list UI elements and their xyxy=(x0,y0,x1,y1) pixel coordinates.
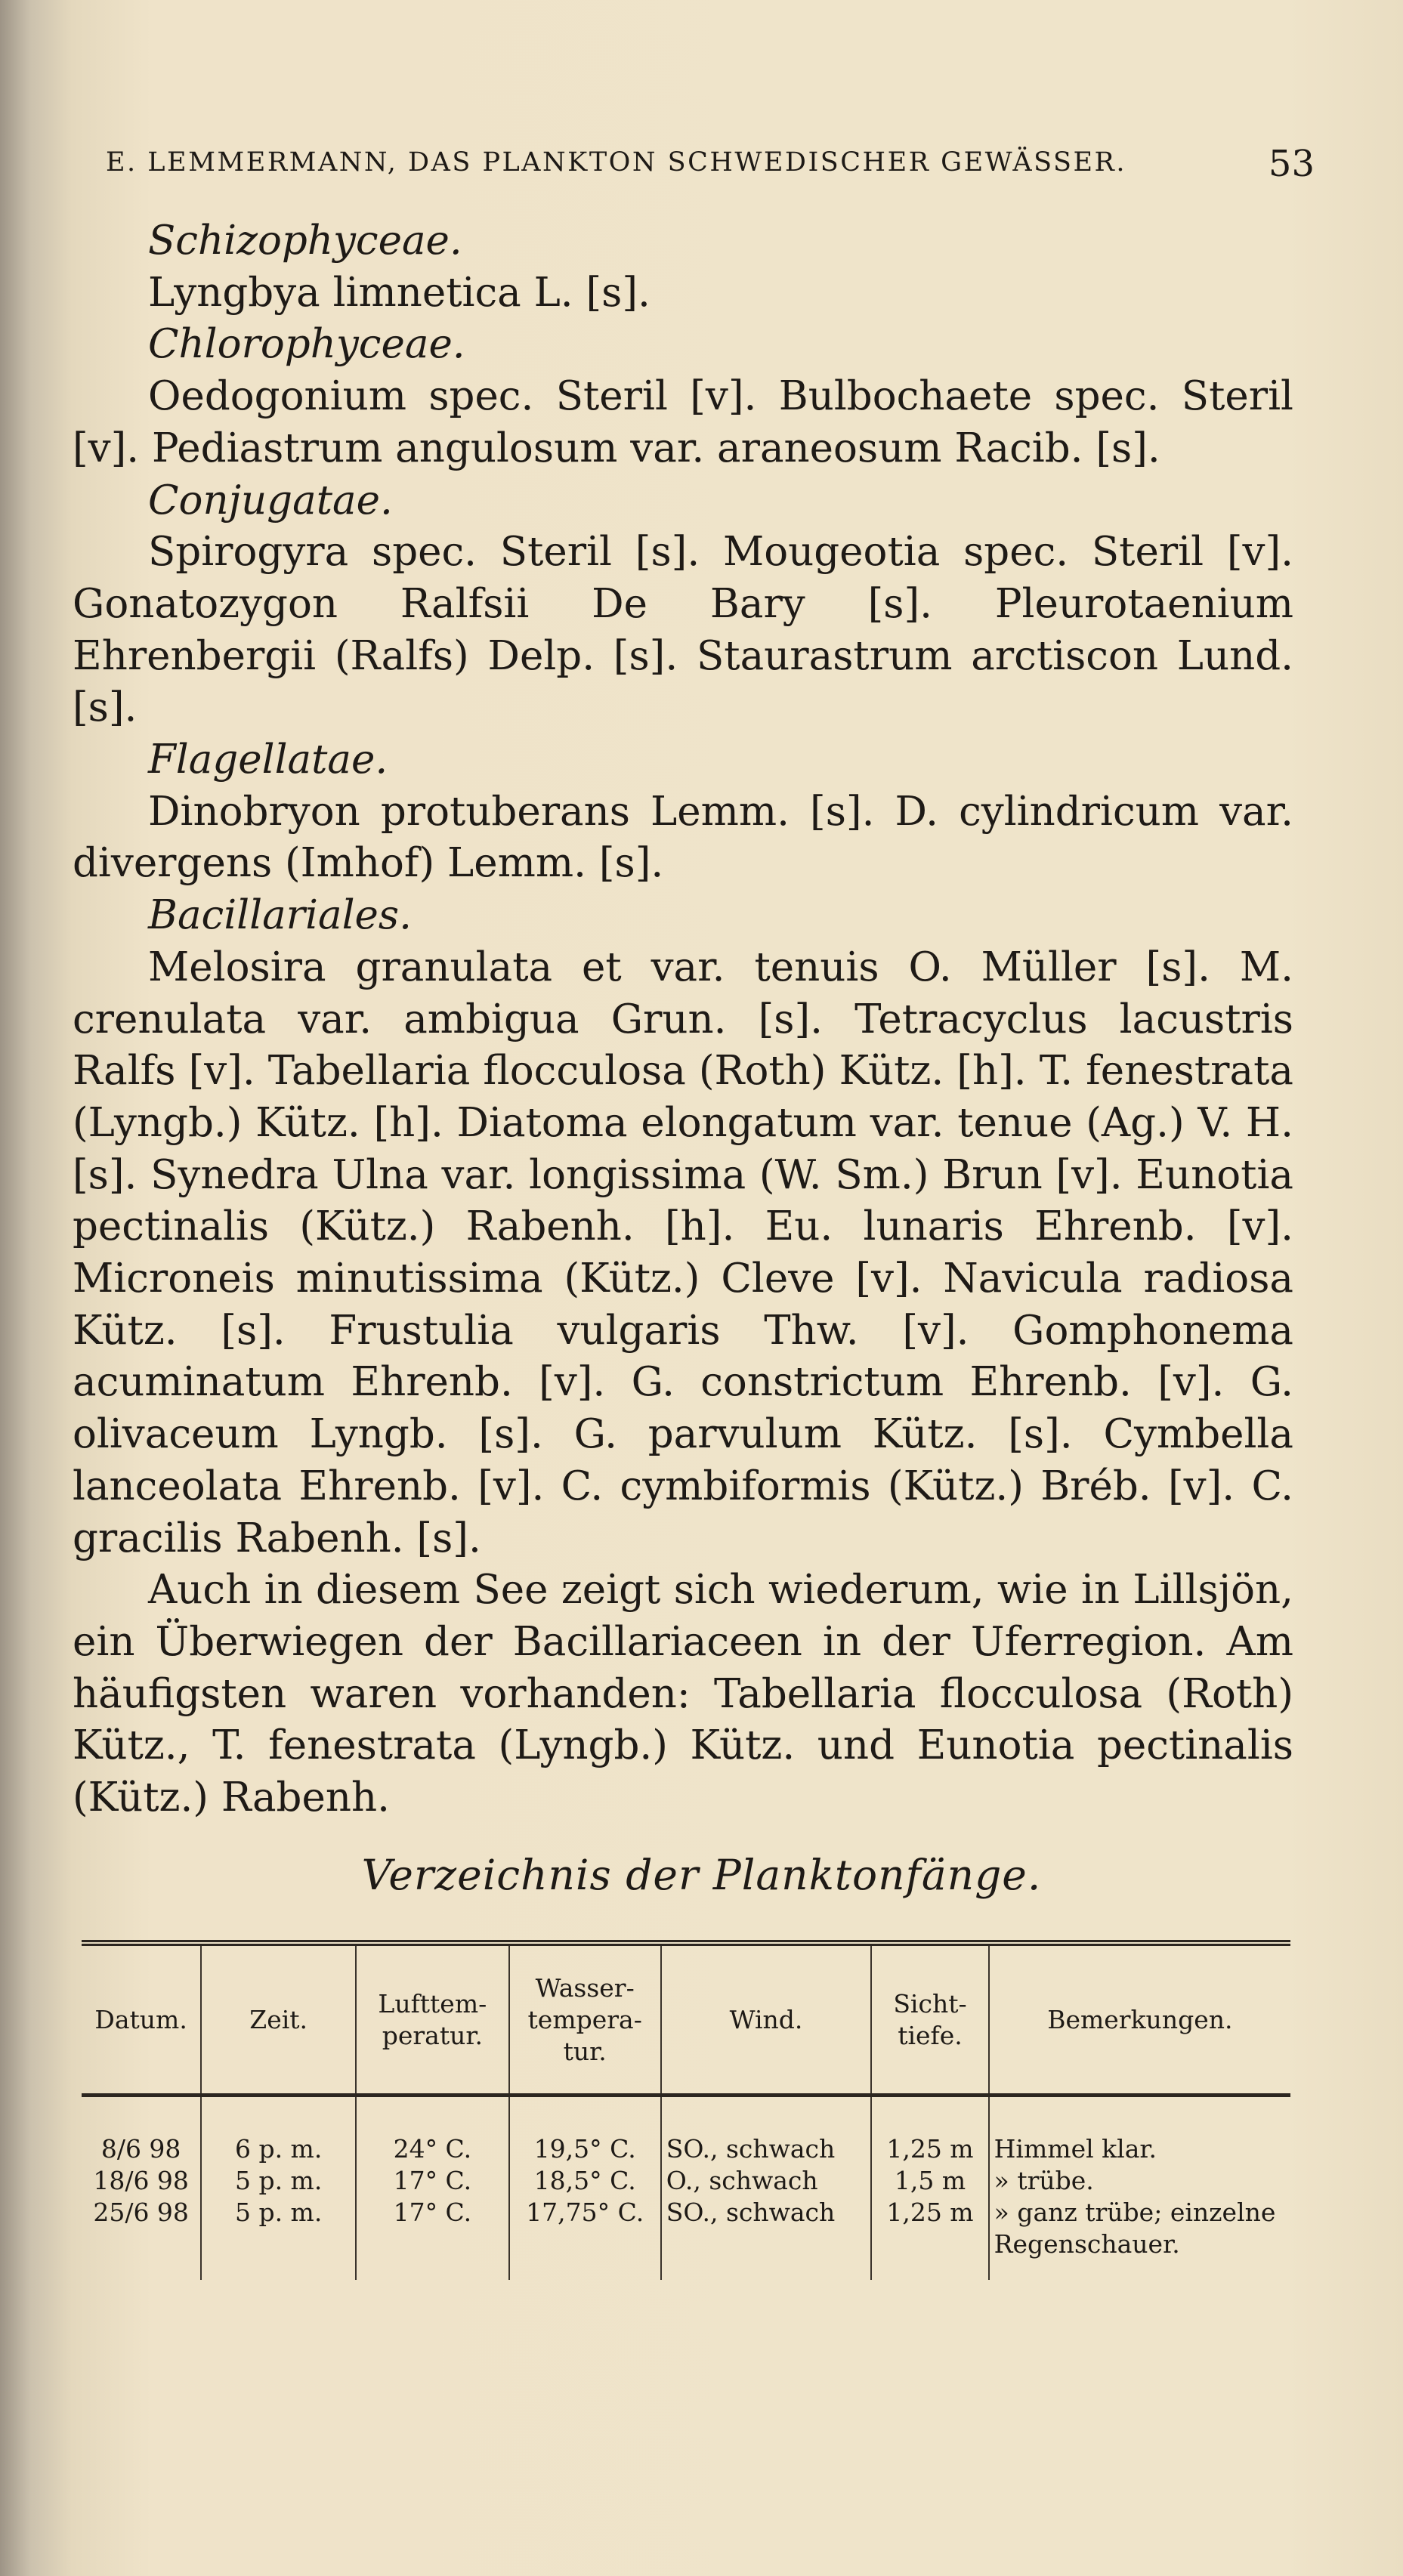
header-lufttemperatur: Lufttem-peratur. xyxy=(356,1943,509,2096)
plankton-catch-table xyxy=(82,1940,1290,2280)
cell-sichttiefe: 1,5 m xyxy=(871,2165,988,2197)
cell-bemerkung: » trübe. xyxy=(989,2165,1290,2197)
cell-datum: 18/6 98 xyxy=(93,2166,189,2195)
header-zeit: Zeit. xyxy=(201,1943,356,2096)
species-list-conjugatae: Spirogyra spec. Steril [s]. Mougeotia spec. Steril [v]. Gonatozygon Ralfsii De Bary [s]. Pleurotaenium Ehrenbergii (Ralfs) Delp. [s]. Staurastrum arctiscon Lund. [s]. xyxy=(73,529,1293,731)
table-row xyxy=(82,2165,1290,2197)
header-datum: Datum. xyxy=(82,1943,201,2096)
table-row xyxy=(82,2096,1290,2166)
cell-wassertemperatur: 19,5° C. xyxy=(509,2096,661,2166)
header-bemerkungen: Bemerkungen. xyxy=(989,1943,1290,2096)
cell-wind: SO., schwach xyxy=(661,2096,872,2166)
cell-bemerkung: Himmel klar. xyxy=(989,2096,1290,2166)
page-number: 53 xyxy=(1268,143,1315,185)
group-heading-conjugatae: Conjugatae. xyxy=(148,477,393,524)
group-heading-chlorophyceae: Chlorophyceae. xyxy=(148,321,465,368)
cell-datum: 25/6 98 xyxy=(93,2198,189,2227)
body-text xyxy=(73,215,1293,1824)
header-wassertemperatur: Wasser-tempera-tur. xyxy=(509,1943,661,2096)
cell-wassertemperatur: 18,5° C. xyxy=(509,2165,661,2197)
cell-datum: 8/6 98 xyxy=(100,2134,181,2164)
species-list-bacillariales: Melosira granulata et var. tenuis O. Müller [s]. M. crenulata var. ambigua Grun. [s]. Tetracyclus lacustris Ralfs [v]. Tabellaria flocculosa (Roth) Kütz. [h]. T. fenestrata (Lyngb.) Kütz. [h]. Diatoma elongatum var. tenue (Ag.) V. H. [s]. Synedra Ulna var. longissima (W. Sm.) Brun [v]. Eunotia pectinalis (Kütz.) Rabenh. [h]. Eu. lunaris Ehrenb. [v]. Microneis minutissima (Kütz.) Cleve [v]. Navicula radiosa Kütz. [s]. Frustulia vulgaris Thw. [v]. Gomphonema acuminatum Ehrenb. [v]. G. constrictum Ehrenb. [v]. G. olivaceum Lyngb. [s]. G. parvulum Kütz. [s]. Cymbella lanceolata Ehrenb. [v]. C. cymbiformis (Kütz.) Bréb. [v]. C. gracilis Rabenh. [s]. xyxy=(73,944,1293,1561)
cell-lufttemperatur: 17° C. xyxy=(356,2165,509,2197)
cell-wind: O., schwach xyxy=(661,2165,872,2197)
table-row xyxy=(82,2197,1290,2280)
cell-zeit: 5 p. m. xyxy=(201,2165,356,2197)
cell-zeit: 6 p. m. xyxy=(201,2096,356,2166)
cell-bemerkung: » ganz trübe; einzelne Regenschauer. xyxy=(989,2197,1290,2280)
header-sichttiefe: Sicht-tiefe. xyxy=(871,1943,988,2096)
running-header xyxy=(106,143,1315,185)
header-wind: Wind. xyxy=(661,1943,872,2096)
cell-lufttemperatur: 24° C. xyxy=(356,2096,509,2166)
running-title: E. LEMMERMANN, DAS PLANKTON SCHWEDISCHER GEWÄSSER. xyxy=(106,147,1126,178)
species-list-chlorophyceae: Oedogonium spec. Steril [v]. Bulbochaete spec. Steril [v]. Pediastrum angulosum var. araneosum Racib. [s]. xyxy=(73,373,1293,471)
species-list-schizophyceae: Lyngbya limnetica L. [s]. xyxy=(148,269,651,316)
cell-sichttiefe: 1,25 m xyxy=(871,2197,988,2280)
group-heading-flagellatae: Flagellatae. xyxy=(148,737,388,783)
table-caption: Verzeichnis der Planktonfänge. xyxy=(361,1851,1042,1899)
summary-paragraph: Auch in diesem See zeigt sich wiederum, wie in Lillsjön, ein Überwiegen der Bacillariaceen in der Uferregion. Am häufigsten waren vorhanden: Tabellaria flocculosa (Roth) Kütz., T. fenestrata (Lyngb.) Kütz. und Eunotia pectinalis (Kütz.) Rabenh. xyxy=(73,1567,1293,1821)
group-heading-bacillariales: Bacillariales. xyxy=(148,892,412,939)
cell-wassertemperatur: 17,75° C. xyxy=(509,2197,661,2280)
cell-sichttiefe: 1,25 m xyxy=(871,2096,988,2166)
cell-lufttemperatur: 17° C. xyxy=(356,2197,509,2280)
cell-wind: SO., schwach xyxy=(661,2197,872,2280)
table-header-row xyxy=(82,1943,1290,2096)
species-list-flagellatae: Dinobryon protuberans Lemm. [s]. D. cylindricum var. divergens (Imhof) Lemm. [s]. xyxy=(73,788,1293,887)
group-heading-schizophyceae: Schizophyceae. xyxy=(148,218,462,264)
cell-zeit: 5 p. m. xyxy=(201,2197,356,2280)
